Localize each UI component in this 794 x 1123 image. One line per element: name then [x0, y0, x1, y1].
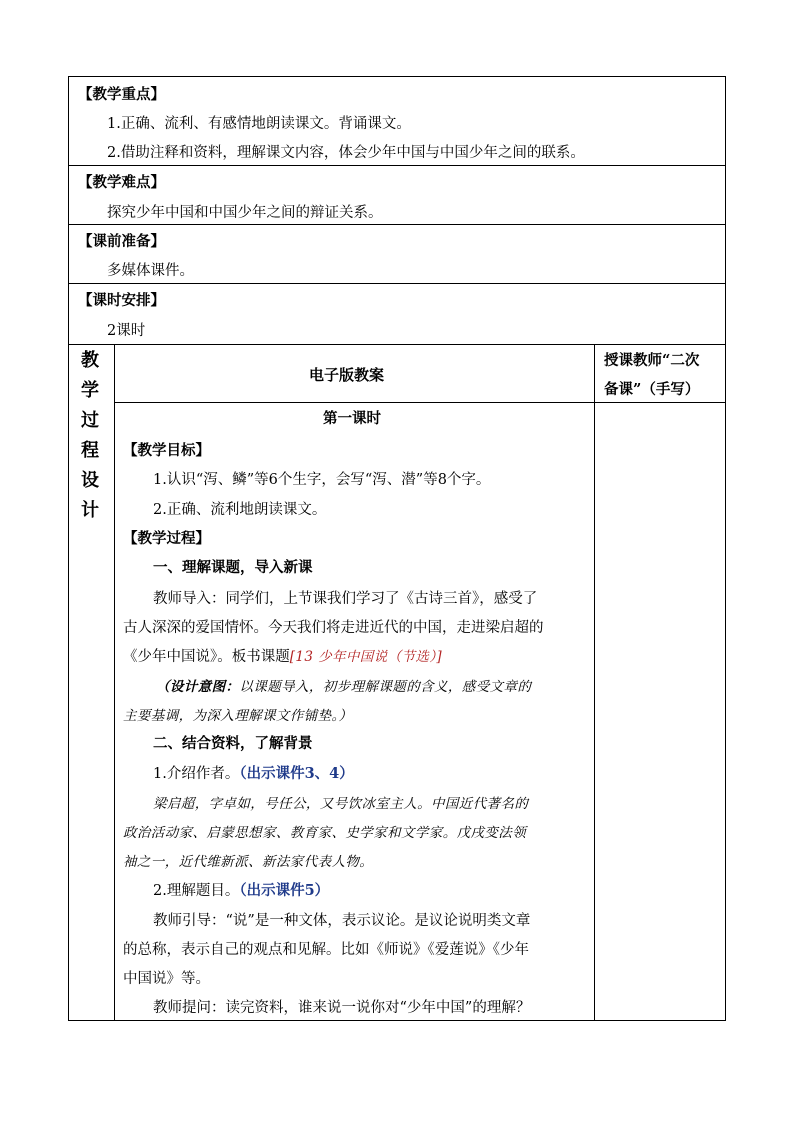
- prep-text: 多媒体课件。: [107, 263, 194, 279]
- design-intent-text: 以课题导入，初步理解课题的含义，感受文章的: [239, 679, 532, 695]
- author-bio-line: 梁启超，字卓如，号任公，又号饮冰室主人。中国近代著名的: [153, 796, 529, 812]
- author-bio-line: 政治活动家、启蒙思想家、教育家、史学家和文学家。戊戌变法领: [123, 825, 527, 841]
- schedule-title: 【课时安排】: [78, 292, 165, 309]
- handwritten-column-divider: [594, 344, 595, 1021]
- process-title: 【教学过程】: [123, 530, 210, 547]
- process-label-char: 计: [81, 500, 99, 521]
- step1-paragraph-text: 《少年中国说》。板书课题: [123, 649, 290, 665]
- step1-title: 一、理解课题，导入新课: [153, 559, 313, 576]
- process-label-char: 学: [81, 380, 99, 401]
- design-intent-line: [156, 678, 531, 696]
- step2-item2: [153, 882, 329, 900]
- electronic-plan-header: 电子版教案: [309, 366, 385, 384]
- step1-paragraph-line: 古人深深的爱国情怀。今天我们将走进近代的中国，走进梁启超的: [123, 620, 544, 636]
- courseware-ref: （出示课件5）: [239, 882, 330, 899]
- schedule-text: 2课时: [107, 323, 146, 339]
- table-border-right: [725, 76, 726, 1021]
- row-divider: [68, 344, 726, 345]
- goal-item-1: 1.认识“泻、鳞”等6个生字，会写“泻、潜”等8个字。: [153, 472, 491, 488]
- step2-item1-text: 1.介绍作者。: [153, 766, 240, 782]
- step2-title: 二、结合资料，了解背景: [153, 735, 313, 752]
- step2-item1: [153, 765, 354, 783]
- table-border-bottom: [68, 1020, 726, 1021]
- step1-paragraph-line: [123, 648, 442, 666]
- goal-title: 【教学目标】: [123, 442, 210, 459]
- header-divider: [114, 402, 726, 403]
- guide-line: 的总称，表示自己的观点和见解。比如《师说》《爱莲说》《少年: [123, 942, 529, 958]
- handwritten-column-header-line2: 备课”（手写）: [604, 381, 700, 398]
- focus-title: 【教学重点】: [78, 86, 165, 103]
- difficulty-text: 探究少年中国和中国少年之间的辩证关系。: [107, 205, 383, 221]
- row-divider: [68, 165, 726, 166]
- prep-title: 【课前准备】: [78, 233, 165, 250]
- table-border-left: [68, 76, 69, 1021]
- goal-item-2: 2.正确、流利地朗读课文。: [153, 502, 327, 518]
- lesson-title: 第一课时: [323, 410, 381, 427]
- handwritten-column-header-line1: 授课教师“二次: [604, 352, 700, 369]
- process-label-divider: [114, 344, 115, 1021]
- courseware-ref: （出示课件3、4）: [239, 765, 354, 782]
- row-divider: [68, 224, 726, 225]
- process-label-char: 设: [81, 470, 99, 491]
- board-title: [13 少年中国说（节选）]: [289, 649, 443, 665]
- difficulty-title: 【教学难点】: [78, 174, 165, 191]
- focus-item-2: 2.借助注释和资料，理解课文内容，体会少年中国与中国少年之间的联系。: [107, 145, 585, 161]
- step2-item2-text: 2.理解题目。: [153, 883, 240, 899]
- guide-line: 教师引导：“说”是一种文体，表示议论。是议论说明类文章: [153, 913, 531, 929]
- process-label-char: 教: [81, 350, 99, 371]
- process-label-char: 过: [81, 410, 99, 431]
- design-intent-label: （设计意图：: [156, 679, 240, 695]
- focus-item-1: 1.正确、流利、有感情地朗读课文。背诵课文。: [107, 116, 411, 132]
- author-bio-line: 袖之一，近代维新派、新法家代表人物。: [123, 854, 374, 870]
- process-label-char: 程: [81, 440, 99, 461]
- teacher-question: 教师提问：读完资料，谁来说一说你对“少年中国”的理解？: [153, 1000, 531, 1016]
- step1-paragraph-line: 教师导入：同学们，上节课我们学习了《古诗三首》，感受了: [153, 591, 538, 607]
- row-divider: [68, 283, 726, 284]
- design-intent-line: 主要基调，为深入理解课文作铺垫。）: [123, 708, 353, 724]
- guide-line: 中国说》等。: [123, 971, 210, 987]
- table-border-top: [68, 76, 726, 77]
